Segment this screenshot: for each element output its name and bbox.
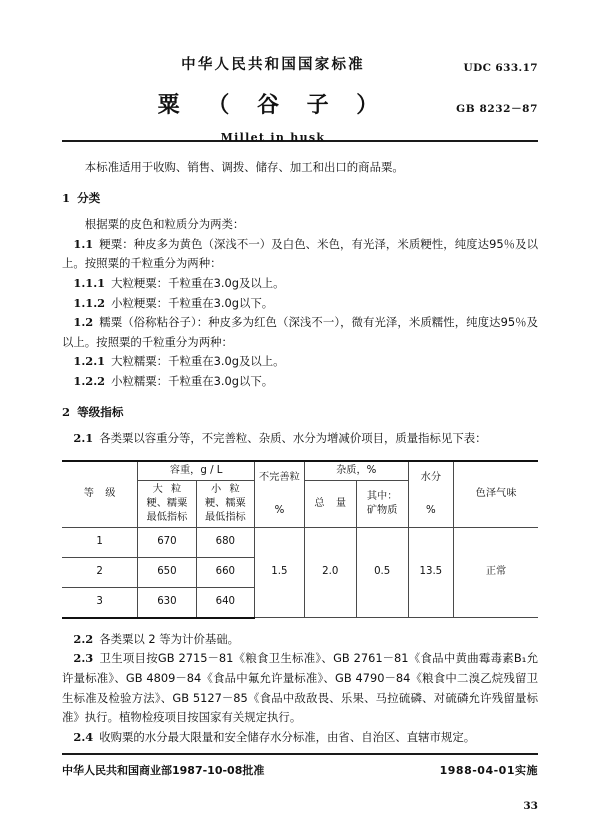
english-title: Millet in husk (220, 130, 326, 144)
clause-1-1-1-text: 大粒粳粟：千粒重在3.0g及以上。 (111, 275, 285, 290)
clause-2-1 (62, 429, 538, 449)
cell-bulk-small: 660 (196, 557, 254, 587)
clause-1-1-text: 粳粟：种皮多为黄色（深浅不一）及白色、米色，有光泽，米质粳性，纯度达95％及以上。按照粟的千粒重分为两种： (62, 236, 538, 271)
scope-paragraph: 本标准适用于收购、销售、调拨、储存、加工和出口的商品粟。 (84, 160, 404, 174)
page-number: 33 (523, 800, 538, 812)
th-imperfect-grain: 不完善粒 % (255, 461, 305, 528)
th-bulk-density-group: 容重，g / L (138, 461, 255, 481)
clause-1-1-2-number: 1.1.2 (73, 295, 106, 310)
clause-1-2-1 (62, 352, 538, 372)
table-row (62, 527, 538, 557)
page-footer (62, 753, 538, 778)
quality-index-table (62, 460, 538, 619)
clause-1-1-2 (62, 294, 538, 314)
th-moisture: 水分 % (408, 461, 453, 528)
clause-2-3 (62, 649, 538, 727)
clause-2-3-text: 卫生项目按GB 2715－81《粮食卫生标准》、GB 2761－81《食品中黄曲霉毒素B₁允许量标准》、GB 4809－84《食品中氟允许量标准》、GB 4790－84《粮食中二溴乙烷残留卫生标准及检验方法》、GB 5127－85《食品中敌敌畏、乐果、马拉硫磷、对硫磷允许残留量标准》执行。植物检疫项目按国家有关规定执行。 (62, 651, 538, 725)
approval-statement: 中华人民共和国商业部1987-10-08批准 (62, 764, 265, 777)
clause-1-1-2-text: 小粒粳粟：千粒重在3.0g以下。 (111, 295, 274, 310)
section-2-title: 等级指标 (77, 404, 124, 419)
cell-color-odor: 正常 (454, 527, 538, 618)
th-impurity-total: 总 量 (304, 480, 356, 527)
document-body (62, 158, 538, 747)
table-header-row-group (62, 461, 538, 481)
page-title: 粟 （ 谷 子 ） (157, 92, 389, 118)
clause-1-2-1-text: 大粒糯粟：千粒重在3.0g及以上。 (111, 354, 285, 369)
cell-bulk-large: 650 (138, 557, 196, 587)
standard-number: GB 8232－87 (456, 103, 538, 115)
footer-row (62, 762, 538, 778)
th-bulk-large: 大 粒 粳、糯粟 最低指标 (138, 480, 196, 527)
section-2-number: 2 (62, 404, 71, 419)
footer-divider (62, 753, 538, 755)
clause-1-2-2 (62, 372, 538, 392)
cell-impurity-total: 2.0 (304, 527, 356, 618)
clause-1-2-1-number: 1.2.1 (73, 354, 106, 369)
national-standard-label: 中华人民共和国国家标准 (181, 57, 365, 73)
cell-bulk-large: 630 (138, 587, 196, 618)
clause-2-1-text: 各类粟以容重分等，不完善粒、杂质、水分为增减价项目，质量指标见下表： (99, 431, 487, 446)
clause-2-4-number: 2.4 (73, 729, 94, 744)
clause-2-2-text: 各类粟以 2 等为计价基础。 (99, 631, 240, 646)
th-bulk-small: 小 粒 粳、糯粟 最低指标 (196, 480, 254, 527)
th-impurity-mineral: 其中： 矿物质 (356, 480, 408, 527)
clause-1-1 (62, 235, 538, 274)
clause-1-2-2-number: 1.2.2 (73, 373, 106, 388)
th-color-odor: 色泽气味 (454, 461, 538, 528)
cell-grade: 3 (62, 587, 138, 618)
quality-index-table-wrapper (62, 460, 538, 619)
clause-2-4 (62, 728, 538, 748)
clause-2-2 (62, 630, 538, 650)
cell-grade: 2 (62, 557, 138, 587)
udc-code: UDC 633.17 (463, 62, 538, 74)
cell-impurity-mineral: 0.5 (356, 527, 408, 618)
clause-2-2-number: 2.2 (73, 631, 94, 646)
cell-moisture: 13.5 (408, 527, 453, 618)
section-1-title: 分类 (77, 190, 101, 205)
clause-1-2 (62, 313, 538, 352)
th-impurity-group: 杂质，% (304, 461, 408, 481)
clause-1-1-1 (62, 274, 538, 294)
masthead (62, 0, 538, 144)
section-1-heading (62, 189, 538, 209)
clause-1-1-1-number: 1.1.1 (73, 275, 106, 290)
clause-1-2-2-text: 小粒糯粟：千粒重在3.0g以下。 (111, 373, 274, 388)
clause-1-2-text: 糯粟（俗称粘谷子）：种皮多为红色（深浅不一），微有光泽，米质糯性，纯度达95％及以上。按照粟的千粒重分为两种： (62, 315, 538, 349)
section-1-intro: 根据粟的皮色和粒质分为两类： (84, 217, 245, 232)
clause-1-2-number: 1.2 (73, 315, 94, 330)
th-grade: 等 级 (62, 461, 138, 528)
cell-bulk-small: 640 (196, 587, 254, 618)
section-2-heading (62, 403, 538, 423)
implementation-date: 1988-04-01实施 (439, 764, 538, 777)
cell-imperfect-grain: 1.5 (255, 527, 305, 618)
clause-1-1-number: 1.1 (73, 236, 94, 251)
clause-2-1-number: 2.1 (73, 431, 94, 446)
cell-bulk-large: 670 (138, 527, 196, 557)
clause-2-4-text: 收购粟的水分最大限量和安全储存水分标准，由省、自治区、直辖市规定。 (99, 729, 476, 744)
cell-grade: 1 (62, 527, 138, 557)
section-1-number: 1 (62, 190, 71, 205)
cell-bulk-small: 680 (196, 527, 254, 557)
clause-2-3-number: 2.3 (73, 651, 94, 666)
